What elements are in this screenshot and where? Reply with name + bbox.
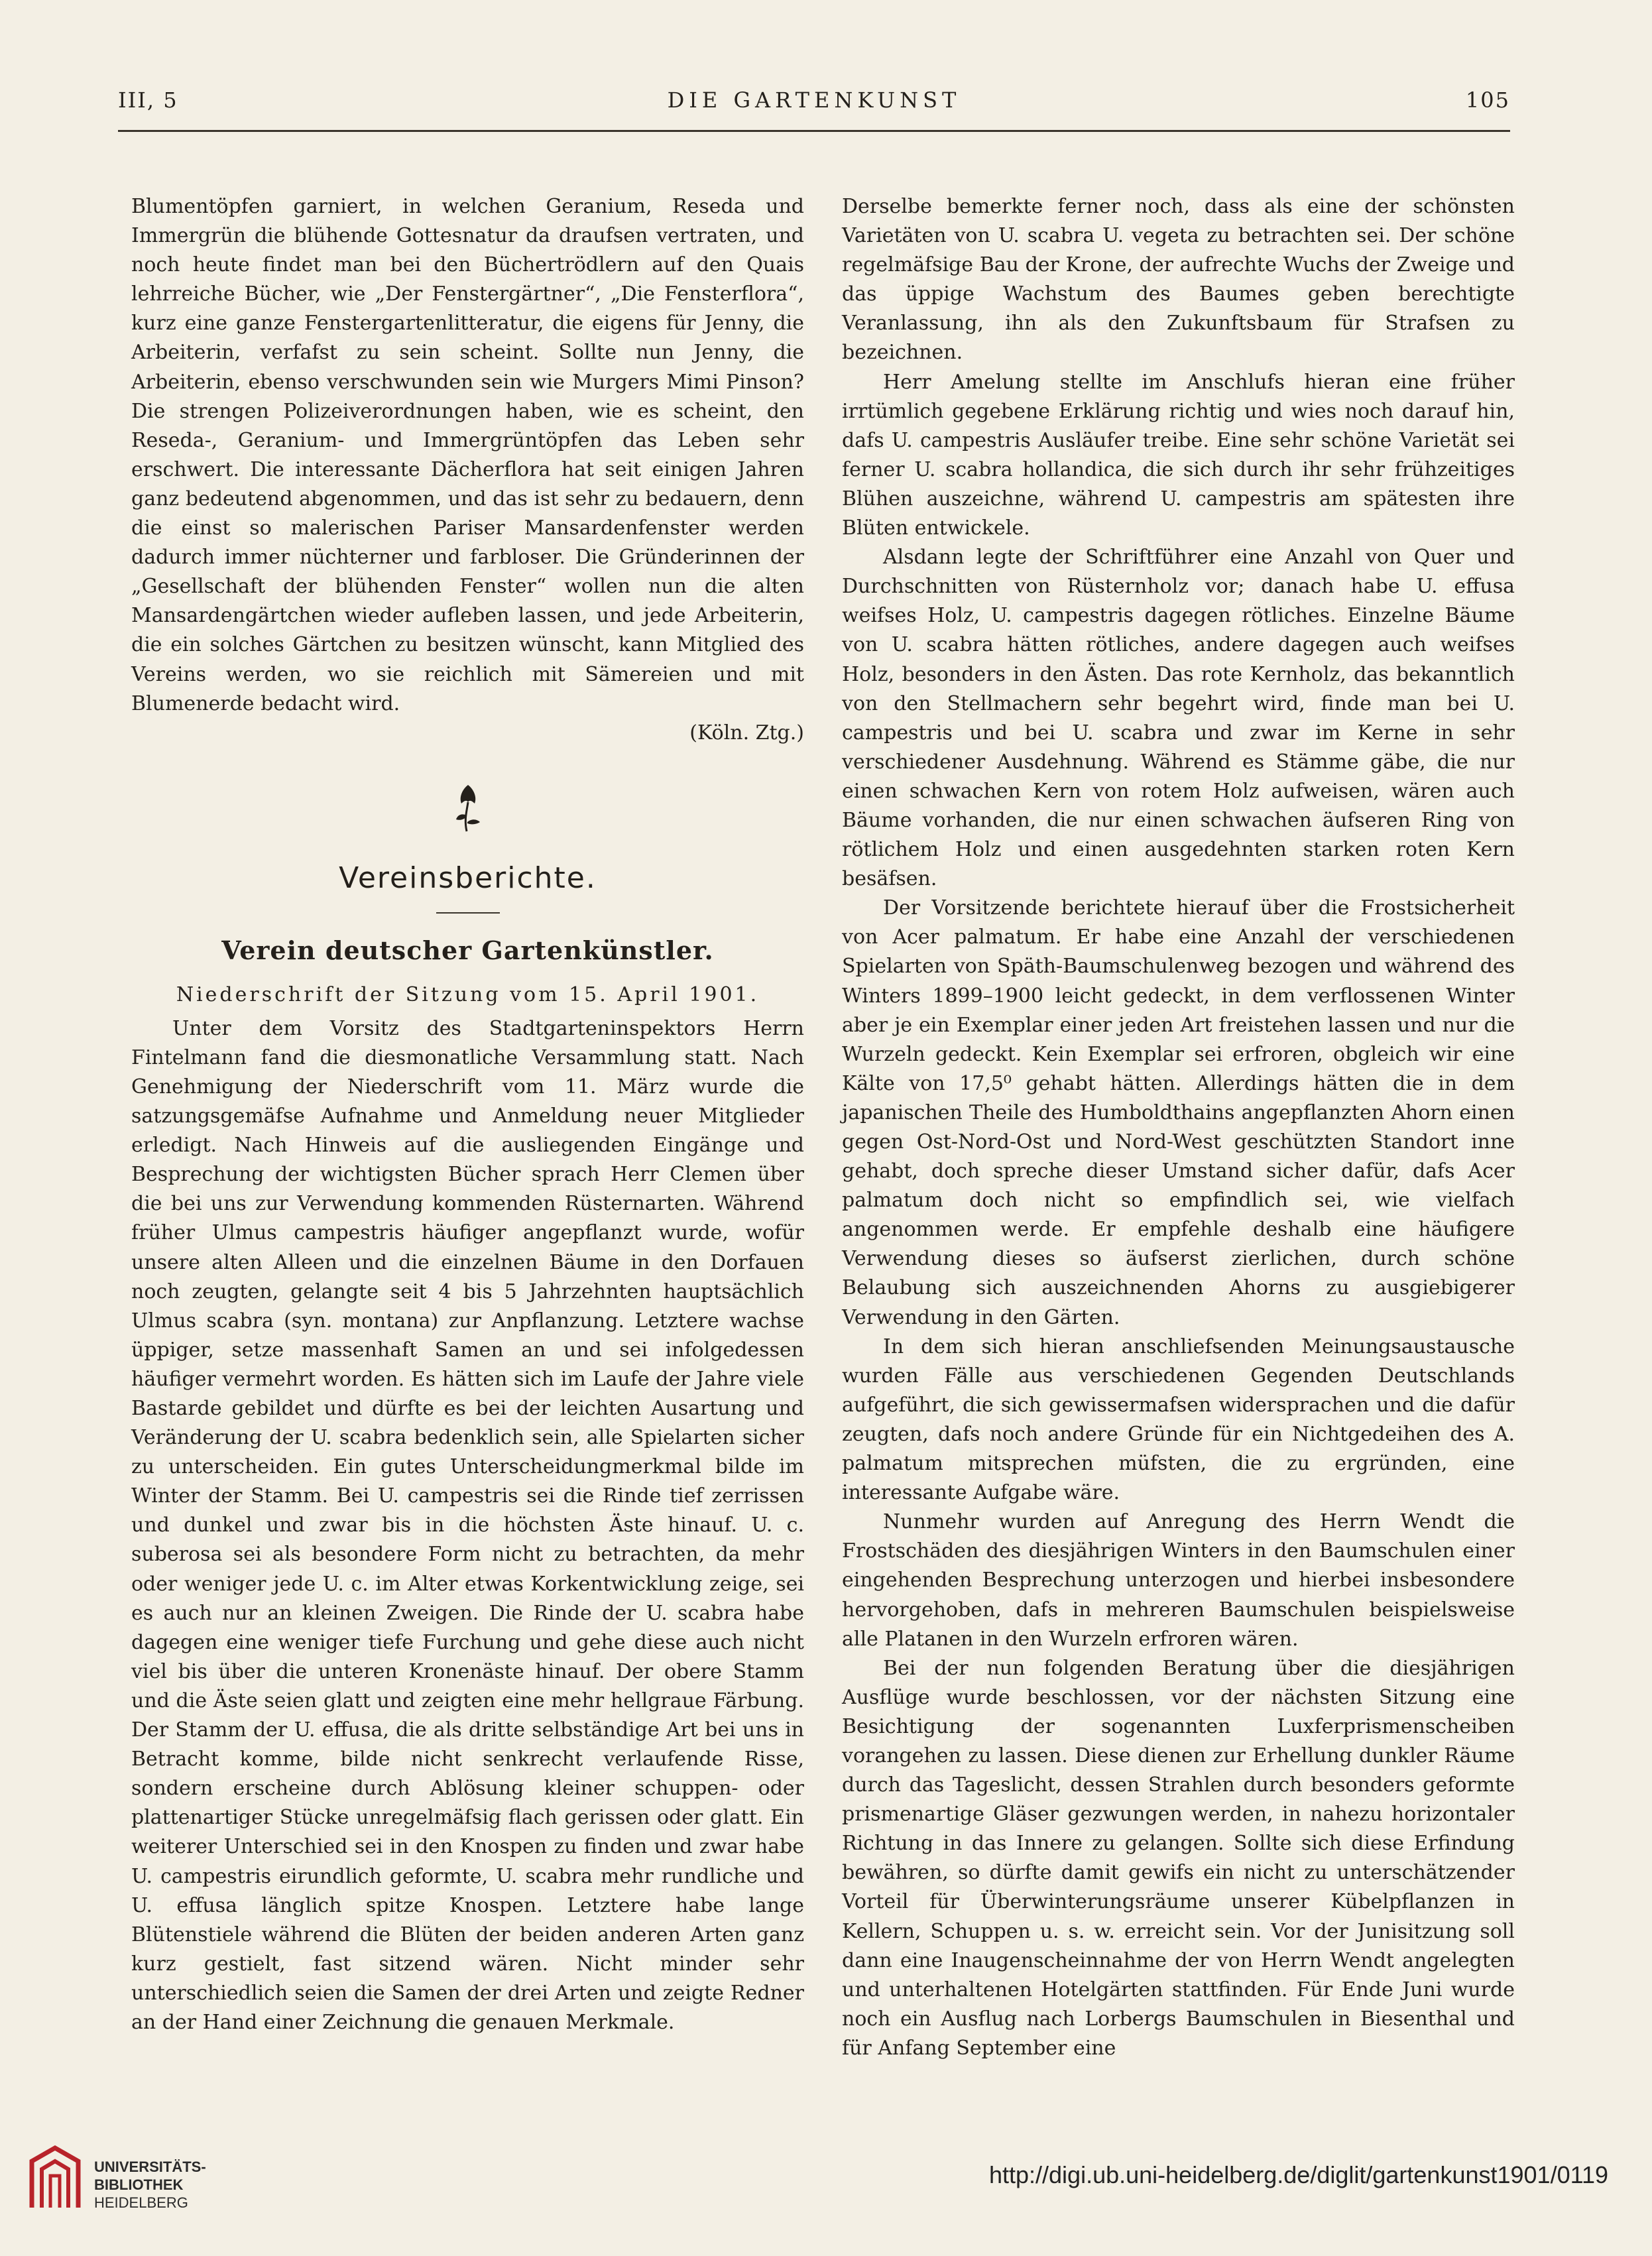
right-column xyxy=(842,192,1515,2063)
article-subtitle: Niederschrift der Sitzung vom 15. April 1901. xyxy=(176,982,760,1006)
library-name-line: UNIVERSITÄTS- xyxy=(94,2159,206,2175)
source-url[interactable]: http://digi.ub.uni-heidelberg.de/diglit/gartenkunst1901/0119 xyxy=(988,2161,1608,2188)
running-header xyxy=(118,88,1510,114)
library-name-line: BIBLIOTHEK xyxy=(94,2176,184,2193)
paragraph: Nunmehr wurden auf Anregung des Herrn Wendt die Frostschäden des diesjährigen Winters in den Baumschulen einer eingehenden Besprechung unterzogen und hierbei insbesondere hervorgehoben, dafs in mehreren Baumschulen beispielsweise alle Platanen in den Wurzeln erfroren wären. xyxy=(842,1510,1515,1651)
paragraph: Derselbe bemerkte ferner noch, dass als eine der schönsten Varietäten von U. scabra U. vegeta zu betrachten sei. Der schöne regelmäfsige Bau der Krone, der aufrechte Wuchs der Zweige und das üppige Wachstum des Baumes geben berechtigte Veranlassung, ihn als den Zukunftsbaum für Strafsen zu bezeichnen. xyxy=(842,195,1515,365)
intro-paragraph: Blumentöpfen garniert, in welchen Geranium, Reseda und Immergrün die blühende Gottesnatur da draufsen vertraten, und noch heute findet man bei den Büchertrödlern auf den Quais lehrreiche Bücher, wie „Der Fenstergärtner“, „Die Fensterflora“, kurz eine ganze Fenstergartenlitteratur, die eigens für Jenny, die Arbeiterin, verfafst zu sein scheint. Sollte nun Jenny, die Arbeiterin, ebenso verschwunden sein wie Murgers Mimi Pinson? Die strengen Polizeiverordnungen haben, wie es scheint, den Reseda-, Geranium- und Immergrüntöpfen das Leben sehr erschwert. Die interessante Dächerflora hat seit einigen Jahren ganz bedeutend abgenommen, und das ist sehr zu bedauern, denn die einst so malerischen Pariser Mansardenfenster werden dadurch immer nüchterner und farbloser. Die Gründerinnen der „Gesellschaft der blühenden Fenster“ wollen nun die alten Mansardengärtchen wieder aufleben lassen, und jede Arbeiterin, die ein solches Gärtchen zu besitzen wünscht, kann Mitglied des Vereins werden, wo sie reichlich mit Sämereien und mit Blumenerde bedacht wird. xyxy=(131,195,804,715)
article-title: Verein deutscher Gartenkünstler. xyxy=(221,935,714,965)
paragraph: In dem sich hieran anschliefsenden Meinungsaustausche wurden Fälle aus verschiedenen Gegenden Deutschlands aufgeführt, die sich gewissermafsen widersprachen und die dafür zeugten, dafs noch andere Gründe für ein Nichtgedeihen des A. palmatum mitsprechen müfsten, die zu ergründen, eine interessante Aufgabe wäre. xyxy=(842,1335,1515,1505)
left-column xyxy=(131,192,804,2037)
page-number: 105 xyxy=(1465,88,1510,113)
digitization-footer xyxy=(0,2135,1652,2256)
paragraph: Bei der nun folgenden Beratung über die diesjährigen Ausflüge wurde beschlossen, vor der nächsten Sitzung eine Besichtigung der sogenannten Luxferprismenscheiben vorangehen zu lassen. Diese dienen zur Erhellung dunkler Räume durch das Tageslicht, dessen Strahlen durch besonders geformte prismenartige Gläser gezwungen werden, in nahezu horizontaler Richtung in das Innere zu gelangen. Sollte sich diese Erfindung bewähren, so dürfte damit gewifs ein nicht zu unterschätzender Vorteil für Überwinterungsräume unserer Kübelpflanzen in Kellern, Schuppen u. s. w. erreicht sein. Vor der Junisitzung soll dann eine Inaugenscheinnahme der von Herrn Wendt angelegten und unterhaltenen Hotelgärten stattfinden. Für Ende Juni wurde noch ein Ausflug nach Lorbergs Baumschulen in Biesenthal und für Anfang September eine xyxy=(842,1656,1515,2060)
paragraph: Herr Amelung stellte im Anschlufs hieran eine früher irrtümlich gegebene Erklärung richtig und wies noch darauf hin, dafs U. campestris Ausläufer treibe. Eine sehr schöne Varietät sei ferner U. scabra hollandica, die sich durch ihr sehr frühzeitiges Blühen auszeichne, während U. campestris am spätesten ihre Blüten entwickele. xyxy=(842,370,1515,540)
header-rule xyxy=(118,130,1510,132)
library-name xyxy=(94,2158,206,2212)
library-logo-icon xyxy=(19,2135,91,2221)
source-citation: (Köln. Ztg.) xyxy=(689,721,804,744)
journal-title: DIE GARTENKUNST xyxy=(667,88,961,113)
paragraph: Alsdann legte der Schriftführer eine Anzahl von Quer und Durchschnitten von Rüsternholz vor; danach habe U. effusa weifses Holz, U. campestris dagegen rötliches. Einzelne Bäume von U. scabra hätten rötliches, andere dagegen auch weifses Holz, besonders in den Ästen. Das rote Kernholz, das bekanntlich von den Stellmachern sehr begehrt wird, finde man bei U. campestris und bei U. scabra und zwar im Kerne in sehr verschiedener Ausdehnung. Während es Stämme gäbe, die nur einen schwachen Kern von rotem Holz aufweisen, wären auch Bäume vorhanden, die nur einen schwachen äufseren Ring von rötlichem Holz und einen ausgedehnten starken roten Kern besäfsen. xyxy=(842,546,1515,891)
volume-number: III, 5 xyxy=(118,88,178,113)
article-body: Unter dem Vorsitz des Stadtgarteninspektors Herrn Fintelmann fand die diesmonatliche Versammlung statt. Nach Genehmigung der Niederschrift vom 11. März wurde die satzungsgemäfse Aufnahme und Anmeldung neuer Mitglieder erledigt. Nach Hinweis auf die ausliegenden Eingänge und Besprechung der wichtigsten Bücher sprach Herr Clemen über die bei uns zur Verwendung kommenden Rüsternarten. Während früher Ulmus campestris häufiger angepflanzt wurde, wofür unsere alten Alleen und die einzelnen Bäume in den Dorfauen noch zeugten, gelangte seit 4 bis 5 Jahrzehnten hauptsächlich Ulmus scabra (syn. montana) zur Anpflanzung. Letztere wachse üppiger, setze massenhaft Samen an und sei infolgedessen häufiger vermehrt worden. Es hätten sich im Laufe der Jahre viele Bastarde gebildet und dürfte es bei der leichten Ausartung und Veränderung der U. scabra bedenklich sein, alle Spielarten sicher zu unterscheiden. Ein gutes Unterscheidungmerkmal bilde im Winter der Stamm. Bei U. campestris sei die Rinde tief zerrissen und dunkel und zwar bis in die höchsten Äste hinauf. U. c. suberosa sei als besondere Form nicht zu betrachten, da mehr oder weniger jede U. c. im Alter etwas Korkentwicklung zeige, sei es auch nur an kleinen Zweigen. Die Rinde der U. scabra habe dagegen eine weniger tiefe Furchung und gehe diese auch nicht viel bis über die unteren Kronenäste hinauf. Der obere Stamm und die Äste seien glatt und zeigten eine mehr hellgraue Färbung. Der Stamm der U. effusa, die als dritte selbständige Art bei uns in Betracht komme, bilde nicht senkrecht verlaufende Risse, sondern erscheine durch Ablösung kleiner schuppen- oder plattenartiger Stücke unregelmäfsig flach gerissen oder glatt. Ein weiterer Unterschied sei in den Knospen zu finden und zwar habe U. campestris eirundlich geformte, U. scabra mehr rundliche und U. effusa länglich spitze Knospen. Letztere habe lange Blütenstiele während die Blüten der beiden anderen Arten ganz kurz gestielt, fast sitzend wären. Nicht minder sehr unterschiedlich seien die Samen der drei Arten und zeigte Redner an der Hand einer Zeichnung die genauen Merkmale. xyxy=(131,1016,804,2034)
section-title: Vereinsberichte. xyxy=(339,861,597,895)
section-divider xyxy=(436,912,500,914)
flower-ornament-icon xyxy=(131,782,804,842)
paragraph: Der Vorsitzende berichtete hierauf über die Frostsicherheit von Acer palmatum. Er habe eine Anzahl der verschiedenen Spielarten von Späth-Baumschulenweg bezogen und während des Winters 1899–1900 leicht gedeckt, in dem verflossenen Winter aber je ein Exemplar einer jeden Art freistehen lassen und nur die Wurzeln gedeckt. Kein Exemplar sei erfroren, obgleich wir eine Kälte von 17,5⁰ gehabt hätten. Allerdings hätten die in dem japanischen Theile des Humboldthains angepflanzten Ahorn einen gegen Ost-Nord-Ost und Nord-West geschützten Standort inne gehabt, doch spreche dieser Umstand sicher dafür, dafs Acer palmatum doch nicht so empfindlich sei, wie vielfach angenommen werde. Er empfehle deshalb eine häufigere Verwendung dieses so äufserst zierlichen, durch schöne Belaubung sich auszeichnenden Ahorns zu ausgiebigerer Verwendung in den Gärten. xyxy=(842,896,1515,1329)
library-name-line: HEIDELBERG xyxy=(94,2194,188,2211)
